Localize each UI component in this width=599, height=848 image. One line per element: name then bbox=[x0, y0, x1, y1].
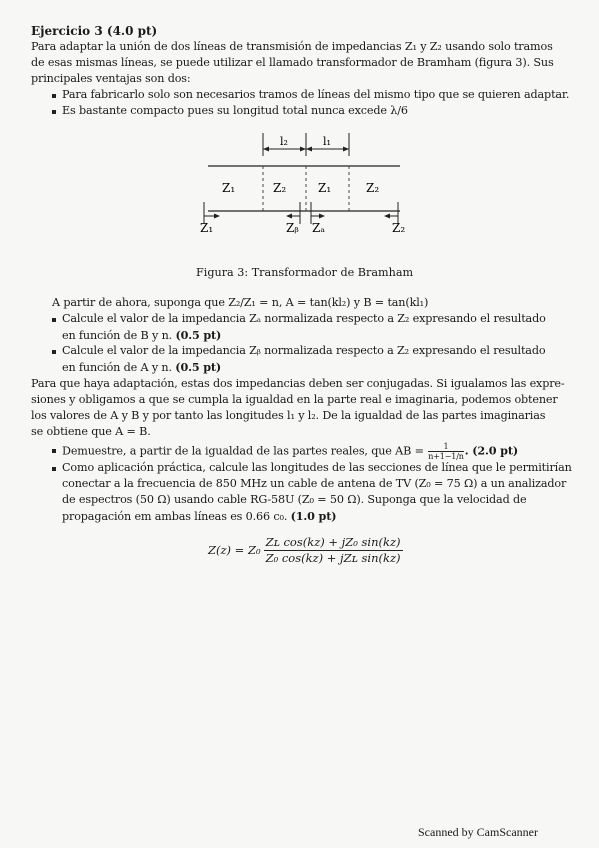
points-label: (0.5 pt) bbox=[175, 360, 222, 374]
zb-label: Zᵦ bbox=[286, 221, 299, 235]
formula-lhs: Z(z) = Z₀ bbox=[208, 543, 261, 557]
impedance-formula bbox=[208, 530, 403, 570]
section-label: Z₂ bbox=[366, 181, 380, 195]
bramham-transformer-diagram bbox=[190, 128, 420, 238]
fraction-numerator: 1 bbox=[428, 442, 464, 452]
points-label: (1.0 pt) bbox=[290, 509, 337, 523]
intro-line-3: principales ventajas son dos: bbox=[31, 72, 191, 85]
bullet-icon bbox=[52, 467, 56, 471]
advantage-item: Es bastante compacto pues su longitud total nunca excede λ/6 bbox=[62, 104, 408, 117]
prove-question bbox=[62, 442, 518, 461]
question-text: Demuestre, a partir de la igualdad de las partes reales, que AB = bbox=[62, 444, 424, 458]
bullet-icon bbox=[52, 110, 56, 114]
port-left-label: Z₁ bbox=[200, 221, 214, 235]
figure-caption: Figura 3: Transformador de Bramham bbox=[196, 266, 414, 279]
intro-line-1: Para adaptar la unión de dos líneas de transmisión de impedancias Z₁ y Z₂ usando solo tramos bbox=[31, 40, 553, 53]
za-label: Zₐ bbox=[312, 221, 325, 235]
section-label: Z₂ bbox=[273, 181, 287, 195]
question-text: en función de A y n. bbox=[62, 361, 172, 374]
matching-line-2: siones y obligamos a que se cumpla la igualdad en la parte real e imaginaria, podemos obtener bbox=[31, 393, 558, 406]
arrow-icon bbox=[384, 214, 390, 219]
formula-fraction bbox=[264, 535, 403, 566]
bullet-icon bbox=[52, 94, 56, 98]
arrow-icon bbox=[214, 214, 220, 219]
exercise-title: Ejercicio 3 (4.0 pt) bbox=[31, 24, 158, 38]
matching-line-3: los valores de A y B y por tanto las longitudes l₁ y l₂. De la igualdad de las partes imaginarias bbox=[31, 409, 546, 422]
matching-line-4: se obtiene que A = B. bbox=[31, 425, 151, 438]
practical-line-3: de espectros (50 Ω) usando cable RG-58U (Z₀ = 50 Ω). Suponga que la velocidad de bbox=[62, 493, 527, 506]
arrow-icon bbox=[286, 214, 292, 219]
intro-line-2: de esas mismas líneas, se puede utilizar el llamado transformador de Bramham (figura 3). Sus bbox=[31, 56, 554, 69]
arrow-icon bbox=[306, 147, 312, 152]
advantage-item: Para fabricarlo solo son necesarios tramos de líneas del mismo tipo que se quieren adaptar. bbox=[62, 88, 570, 101]
arrow-icon bbox=[263, 147, 269, 152]
question-zb-line-1: Calcule el valor de la impedancia Zᵦ normalizada respecto a Z₂ expresando el resultado bbox=[62, 344, 546, 357]
scanner-watermark: Scanned by CamScanner bbox=[418, 825, 538, 839]
question-za-line-2 bbox=[62, 328, 221, 343]
fraction bbox=[428, 442, 464, 461]
section-label: Z₁ bbox=[318, 181, 332, 195]
assumption-text: A partir de ahora, suponga que Z₂/Z₁ = n, A = tan(kl₂) y B = tan(kl₁) bbox=[52, 296, 429, 309]
arrow-icon bbox=[343, 147, 349, 152]
section-label: Z₁ bbox=[222, 181, 236, 195]
question-zb-line-2 bbox=[62, 360, 221, 375]
points-label: (0.5 pt) bbox=[175, 328, 222, 342]
question-text: propagación em ambas líneas es 0.66 c₀. bbox=[62, 510, 288, 523]
question-za-line-1: Calcule el valor de la impedancia Zₐ normalizada respecto a Z₂ expresando el resultado bbox=[62, 312, 546, 325]
fraction-denominator: n+1−1/n bbox=[428, 452, 464, 461]
question-text: en función de B y n. bbox=[62, 329, 173, 342]
practical-line-2: conectar a la frecuencia de 850 MHz un cable de antena de TV (Z₀ = 75 Ω) a un analizador bbox=[62, 477, 567, 490]
arrow-icon bbox=[319, 214, 325, 219]
matching-line-1: Para que haya adaptación, estas dos impedancias deben ser conjugadas. Si igualamos las expre- bbox=[31, 377, 565, 390]
practical-line-4 bbox=[62, 509, 336, 524]
port-right-label: Z₂ bbox=[392, 221, 406, 235]
l2-label: l₂ bbox=[280, 135, 288, 148]
bullet-icon bbox=[52, 449, 56, 453]
bullet-icon bbox=[52, 350, 56, 354]
formula-numerator: Zʟ cos(kz) + jZ₀ sin(kz) bbox=[265, 534, 401, 549]
formula-denominator: Z₀ cos(kz) + jZʟ sin(kz) bbox=[265, 550, 401, 565]
bullet-icon bbox=[52, 318, 56, 322]
points-label: . (2.0 pt) bbox=[464, 443, 518, 458]
l1-label: l₁ bbox=[323, 135, 331, 148]
arrow-icon bbox=[300, 147, 306, 152]
practical-line-1: Como aplicación práctica, calcule las longitudes de las secciones de línea que le permitirían bbox=[62, 461, 572, 474]
